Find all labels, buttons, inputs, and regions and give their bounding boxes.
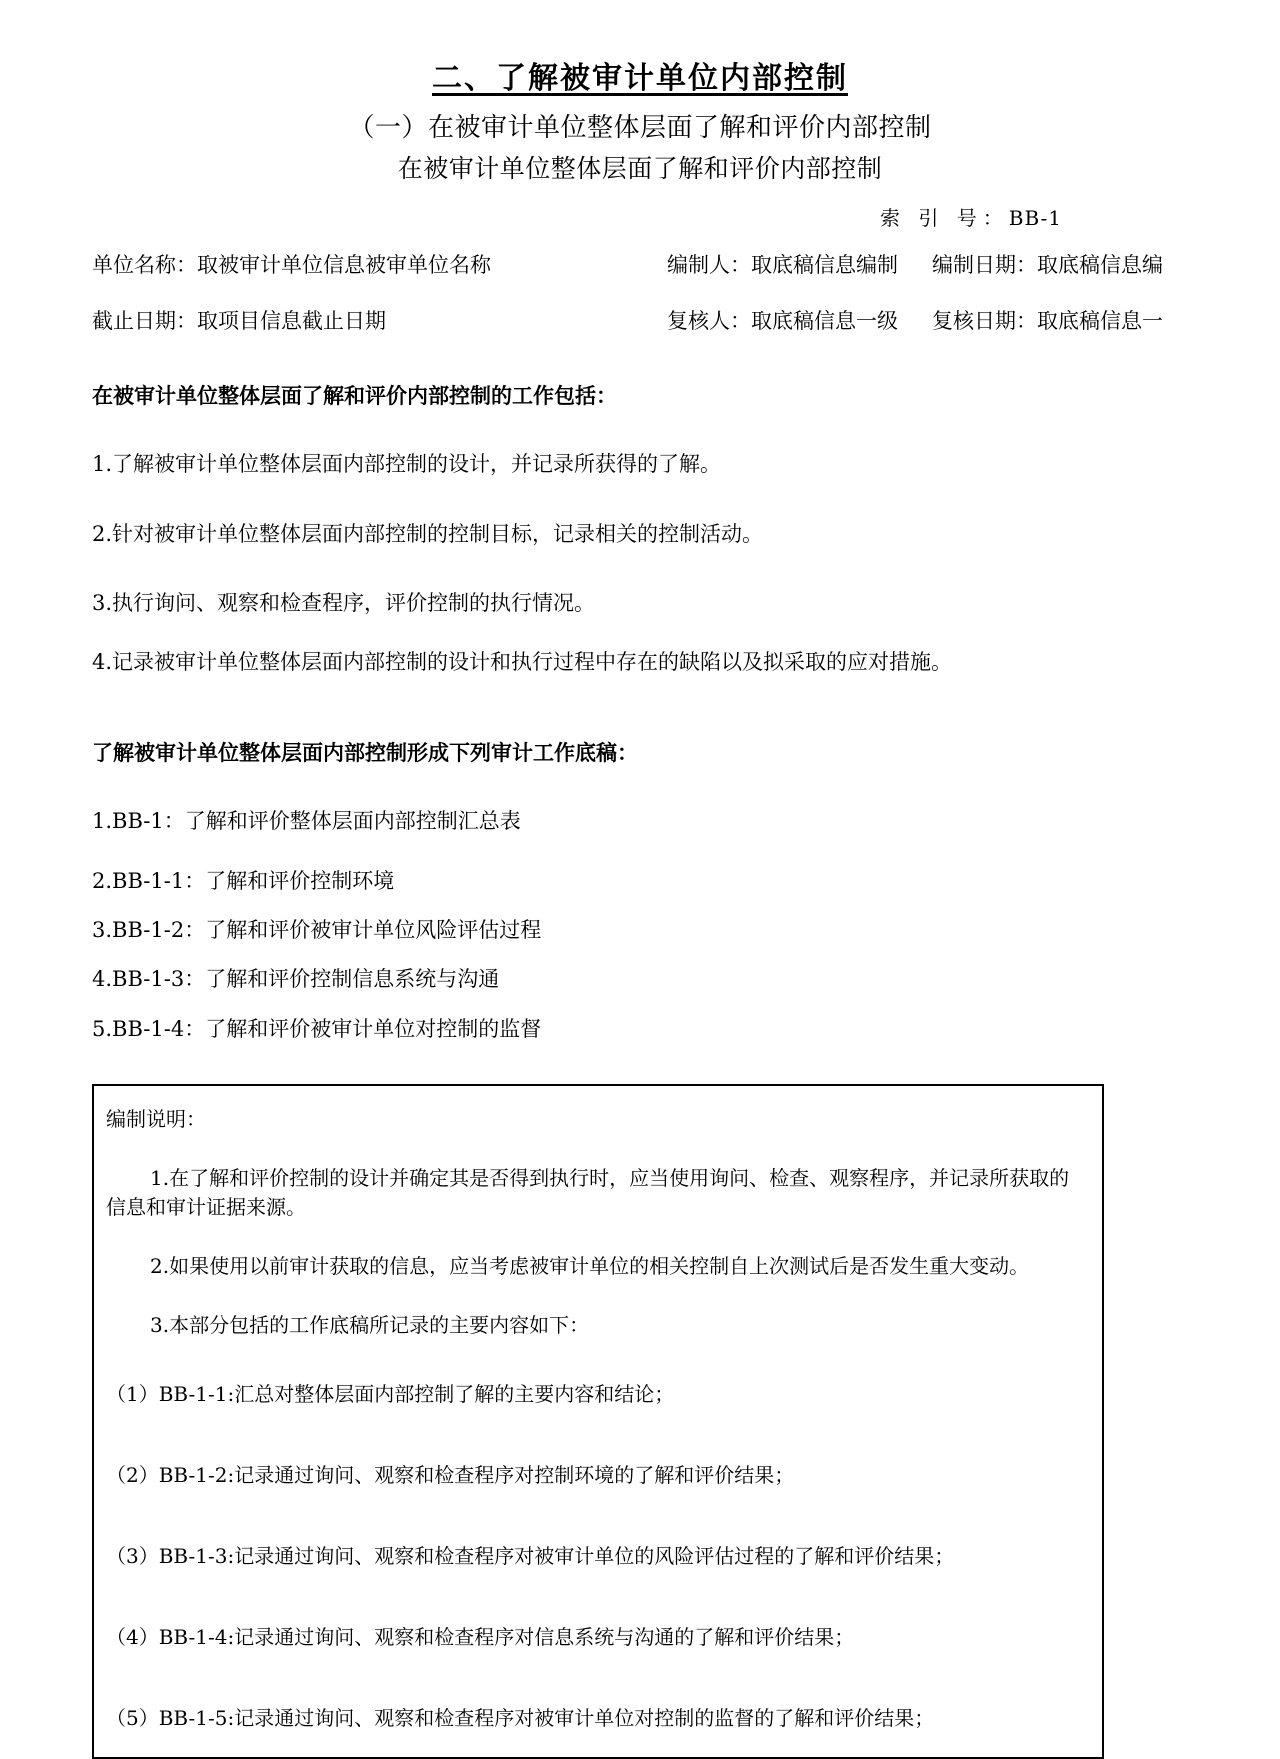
prepare-date-label: 编制日期： (932, 252, 1037, 277)
note-subitem-5: （5）BB-1-5:记录通过询问、观察和检查程序对被审计单位对控制的监督的了解和评价结果； (106, 1706, 935, 1731)
spacer (106, 1652, 1088, 1704)
spacer (92, 549, 1240, 589)
note-paragraph-1: 1.在了解和评价控制的设计并确定其是否得到执行时，应当使用询问、检查、观察程序，并记录所获取的信息和审计证据来源。 (106, 1166, 1070, 1220)
note-title: 编制说明： (106, 1107, 206, 1132)
spacer (92, 945, 1240, 965)
index-number-value: BB-1 (1008, 205, 1062, 230)
spacer (92, 767, 1240, 807)
body-content (0, 369, 1280, 1084)
note-subitem-4: （4）BB-1-4:记录通过询问、观察和检查程序对信息系统与沟通的了解和评价结果； (106, 1625, 855, 1650)
work-item-1: 1.了解被审计单位整体层面内部控制的设计，并记录所获得的了解。 (92, 452, 722, 477)
work-item-2: 2.针对被审计单位整体层面内部控制的控制目标，记录相关的控制活动。 (92, 521, 764, 546)
note-paragraph-3: 3.本部分包括的工作底稿所记录的主要内容如下： (150, 1313, 590, 1338)
cutoff-date-label: 截止日期： (92, 308, 197, 333)
preparer-label: 编制人： (667, 252, 751, 277)
paper-item-4: 4.BB-1-3：了解和评价控制信息系统与沟通 (92, 967, 500, 992)
reviewer-field (667, 305, 932, 335)
spacer (92, 718, 1240, 738)
paper-item-3: 3.BB-1-2：了解和评价被审计单位风险评估过程 (92, 917, 542, 942)
spacer (92, 995, 1240, 1015)
meta-row-2 (92, 305, 1280, 347)
work-item-4: 4.记录被审计单位整体层面内部控制的设计和执行过程中存在的缺陷以及拟采取的应对措施。 (92, 650, 953, 675)
note-subitem-2: （2）BB-1-2:记录通过询问、观察和检查程序对控制环境的了解和评价结果； (106, 1463, 795, 1488)
papers-heading: 了解被审计单位整体层面内部控制形成下列审计工作底稿： (92, 739, 638, 765)
index-number-line (0, 186, 1280, 231)
spacer (92, 369, 1240, 381)
paper-item-5: 5.BB-1-4：了解和评价被审计单位对控制的监督 (92, 1016, 542, 1041)
review-date-label: 复核日期： (932, 308, 1037, 333)
note-paragraph-2: 2.如果使用以前审计获取的信息，应当考虑被审计单位的相关控制自上次测试后是否发生重大变动。 (150, 1254, 1030, 1279)
spacer (106, 1340, 1088, 1380)
index-number-label: 索 引 号： (880, 205, 1009, 230)
meta-row-1 (92, 249, 1280, 291)
spacer (92, 480, 1240, 520)
cutoff-date-field (92, 305, 667, 335)
review-date-field (932, 305, 1188, 335)
work-item-3: 3.执行询问、观察和检查程序，评价控制的执行情况。 (92, 590, 596, 615)
spacer (106, 1281, 1088, 1311)
spacer (106, 1134, 1088, 1164)
spacer (92, 1044, 1240, 1084)
spacer (92, 678, 1240, 718)
cutoff-date-value: 取项目信息截止日期 (197, 308, 386, 333)
spacer (106, 1222, 1088, 1252)
page-title-text: 二、了解被审计单位内部控制 (432, 61, 848, 96)
preparer-field (667, 249, 932, 279)
work-scope-heading: 在被审计单位整体层面了解和评价内部控制的工作包括： (92, 382, 617, 408)
spacer (106, 1409, 1088, 1461)
paper-item-2: 2.BB-1-1：了解和评价控制环境 (92, 868, 395, 893)
prepare-date-field (932, 249, 1188, 279)
note-subitem-3: （3）BB-1-3:记录通过询问、观察和检查程序对被审计单位的风险评估过程的了解和评价结果； (106, 1544, 955, 1569)
paper-item-1: 1.BB-1：了解和评价整体层面内部控制汇总表 (92, 809, 521, 834)
spacer (92, 837, 1240, 867)
page-title (0, 0, 1280, 98)
reviewer-label: 复核人： (667, 308, 751, 333)
reviewer-value: 取底稿信息一级 (751, 308, 898, 333)
spacer (106, 1571, 1088, 1623)
meta-block (0, 249, 1280, 347)
spacer (106, 1490, 1088, 1542)
review-date-value: 取底稿信息一 (1037, 308, 1163, 333)
spacer (92, 410, 1240, 450)
subtitle-secondary: 在被审计单位整体层面了解和评价内部控制 (397, 154, 883, 184)
unit-name-label: 单位名称： (92, 252, 197, 277)
subtitle-primary: （一）在被审计单位整体层面了解和评价内部控制 (348, 112, 932, 143)
preparation-note-box (92, 1084, 1104, 1759)
unit-name-field (92, 249, 667, 279)
spacer (92, 618, 1240, 648)
unit-name-value: 取被审计单位信息被审单位名称 (197, 252, 491, 277)
spacer (92, 896, 1240, 916)
note-subitem-1: （1）BB-1-1:汇总对整体层面内部控制了解的主要内容和结论； (106, 1382, 675, 1407)
prepare-date-value: 取底稿信息编 (1037, 252, 1163, 277)
preparer-value: 取底稿信息编制 (751, 252, 898, 277)
